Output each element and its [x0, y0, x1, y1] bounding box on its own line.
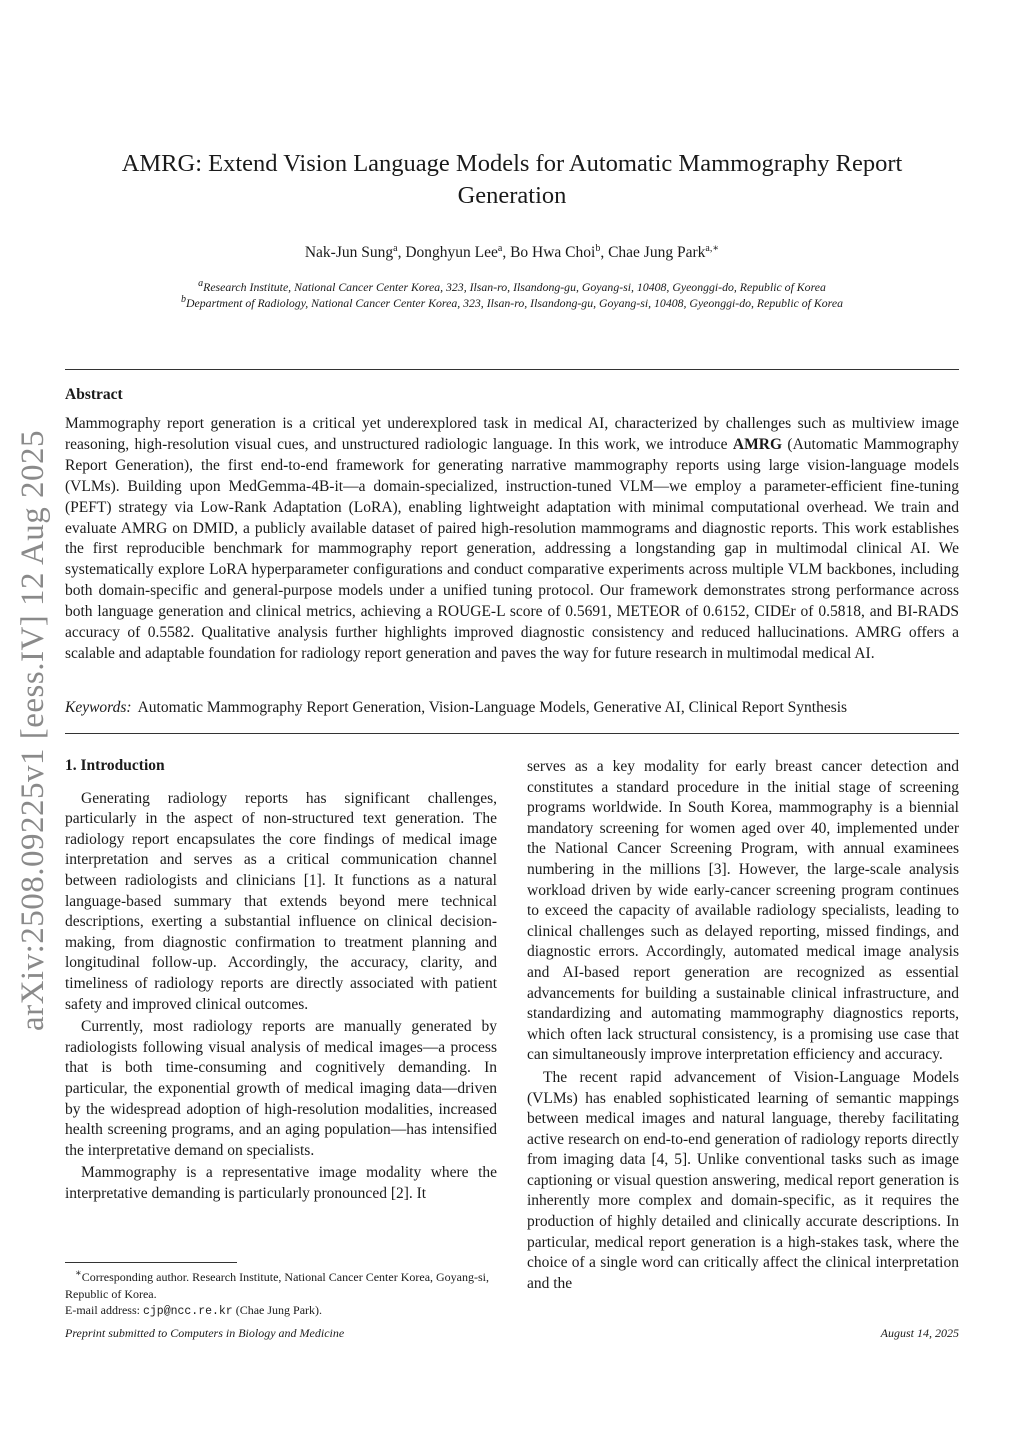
author-affil-mark: a,∗ — [705, 243, 720, 254]
section-heading-introduction: 1. Introduction — [65, 757, 165, 774]
email-address: cjp@ncc.re.kr — [142, 1305, 233, 1318]
footnote-rule — [65, 1262, 237, 1263]
author-affil-mark: a — [497, 243, 503, 254]
abstract-heading: Abstract — [65, 386, 123, 403]
abstract-text-rest: (Automatic Mammography Report Generation), the first end-to-end framework for generating narrative mammography reports using large vision-language models (VLMs). Building upon MedGemma-4B-it—a domain-specialized, instruction-tuned VLM—we employ a parameter-efficient fine-tuning (PEFT) strategy via Low-Rank Adaptation (LoRA), enabling lightweight adaptation with minimal computational overhead. We train and evaluate AMRG on DMID, a publicly available dataset of paired high-resolution mammograms and diagnostic reports. This work establishes the first reproducible benchmark for mammography report generation, addressing a longstanding gap in multimodal clinical AI. We systematically explore LoRA hyperparameter configurations and conduct comparative experiments across multiple VLM backbones, including both domain-specific and general-purpose models under a unified tuning protocol. Our framework demonstrates strong performance across both language generation and clinical metrics, achieving a ROUGE-L score of 0.5691, METEOR of 0.6152, CIDEr of 0.5818, and BI-RADS accuracy of 0.5582. Qualitative analysis further highlights improved diagnostic consistency and reduced hallucinations. AMRG offers a scalable and adaptable foundation for radiology report generation and paves the way for future research in multimodal medical AI. — [65, 435, 959, 662]
keywords-text: Automatic Mammography Report Generation, Vision-Language Models, Generative AI, Clinical Report Synthesis — [137, 699, 848, 716]
footnote-email-line — [65, 1302, 497, 1321]
abstract-text-start: Mammography report generation is a critical yet underexplored task in medical AI, characterized by challenges such as multiview image reasoning, high-resolution visual cues, and unstructured radiologic language. In this work, we introduce — [65, 415, 959, 453]
abstract-amrg-bold: AMRG — [732, 435, 782, 453]
footnote-mark: ∗ — [75, 1268, 82, 1279]
author-list: Nak-Jun Sung$^a$, Donghyun Lee$^a$, Bo Hwa Choi$^b$, Chae Jung Park$^{a,∗}$ — [304, 243, 720, 262]
arxiv-identifier: arXiv:2508.09225v1 [eess.IV] 12 Aug 2025 — [15, 429, 52, 1031]
intro-paragraph-continued: serves as a key modality for early breast cancer detection and constitutes a standard procedure in the initial stage of screening programs worldwide. In South Korea, mammography is a biennial mandatory screening for women aged over 40, implemented under the National Cancer Screening Program, with annual examinees numbering in the millions [3]. However, the large-scale analysis workload driven by wide early-cancer screening program continues to exceed the capacity of available radiology specialists, leading to clinical challenges such as delayed reporting, missed findings, and diagnostic errors. Accordingly, automated medical image analysis and AI-based report generation are recognized as essential advancements for building a sustainable clinical infrastructure, and standardizing and automating mammography diagnostics reports, which often lack structural consistency, is a promising use case that can simultaneously improve interpretation efficiency and accuracy. — [527, 758, 959, 1064]
abstract-bottom-rule — [65, 733, 959, 734]
affiliation-mark: a — [198, 278, 204, 289]
author-affil-mark: b — [595, 243, 601, 254]
author-name: Bo Hwa Choi — [510, 244, 596, 262]
affiliation-b — [80, 292, 944, 311]
email-label: E-mail address: — [65, 1303, 140, 1317]
affiliation-text: Department of Radiology, National Cancer Center Korea, 323, Ilsan-ro, Ilsandong-gu, Goyang-si, 10408, Gyeonggi-do, Republic of Korea — [186, 295, 843, 310]
intro-paragraph: Generating radiology reports has significant challenges, particularly in the aspect of non-structured text generation. The radiology report encapsulates the core findings of medical image interpretation and serves as a critical communication channel between radiologists and clinicians [1]. It functions as a natural language-based summary that extends beyond mere technical descriptions, exerting a substantial influence on clinical decision-making, from diagnostic confirmation to treatment planning and longitudinal follow-up. Accordingly, the accuracy, clarity, and timeliness of radiology reports are directly associated with patient safety and improved clinical outcomes. — [65, 789, 497, 1013]
keywords-label: Keywords: — [65, 699, 132, 716]
author-name: Chae Jung Park — [608, 244, 706, 262]
author-name: Nak-Jun Sung — [304, 244, 394, 262]
affiliation-text: Research Institute, National Cancer Center Korea, 323, Ilsan-ro, Ilsandong-gu, Goyang-si, 10408, Gyeonggi-do, Republic of Korea — [203, 279, 826, 294]
arxiv-side-stamp — [12, 410, 56, 1050]
email-owner: (Chae Jung Park). — [235, 1303, 323, 1317]
footnote-text — [65, 1266, 497, 1302]
abstract-body — [65, 414, 959, 665]
abstract-top-rule — [65, 369, 959, 370]
paper-title: AMRG: Extend Vision Language Models for Automatic Mammography Report Generation — [121, 150, 903, 209]
footnote-body: Corresponding author. Research Institute, National Cancer Center Korea, Goyang-si, Republic of Korea. — [65, 1270, 490, 1301]
right-column — [527, 757, 959, 1296]
footnote — [65, 1262, 497, 1321]
footer-date: August 14, 2025 — [880, 1326, 959, 1340]
author-affil-mark: a — [393, 243, 398, 254]
left-column — [65, 756, 497, 1206]
intro-paragraph: Currently, most radiology reports are manually generated by radiologists following visual analysis of medical images—a process that is both time-consuming and cognitively demanding. In particular, the exponential growth of medical imaging data—driven by the widespread adoption of high-resolution modalities, increased health screening programs, and an aging population—has intensified the interpretative demand on specialists. — [65, 1018, 497, 1159]
author-name: Donghyun Lee — [405, 244, 498, 262]
intro-paragraph: The recent rapid advancement of Vision-Language Models (VLMs) has enabled sophisticated learning of semantic mappings between medical images and natural language, thereby facilitating active research on end-to-end generation of radiology reports directly from imaging data [4, 5]. Unlike conventional tasks such as image captioning or visual question answering, medical report generation is inherently more complex and domain-specific, as it requires the production of highly detailed and clinically accurate descriptions. In particular, medical report generation is a high-stakes task, where the choice of a single word can critically affect the clinical interpretation and the — [527, 1068, 959, 1292]
affiliation-mark: b — [181, 294, 187, 305]
keywords-line — [65, 697, 959, 718]
intro-paragraph: Mammography is a representative image modality where the interpretative demanding is particularly pronounced [2]. It — [65, 1164, 497, 1202]
footer-preprint-note: Preprint submitted to Computers in Biology and Medicine — [65, 1326, 345, 1340]
